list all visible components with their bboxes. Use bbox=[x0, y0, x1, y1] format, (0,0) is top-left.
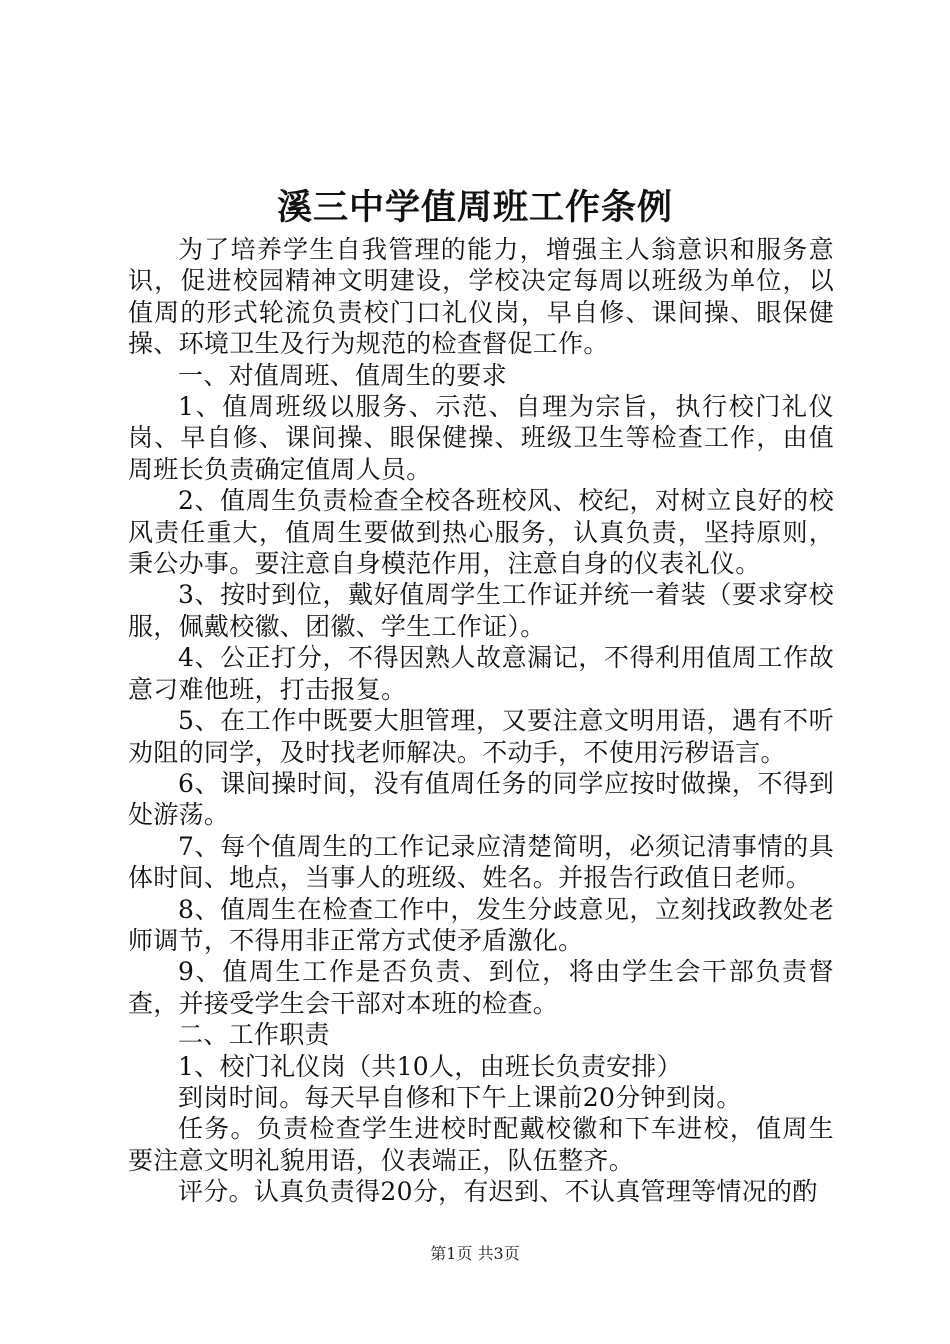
requirement-item-3: 3、按时到位，戴好值周学生工作证并统一着装（要求穿校服，佩戴校徽、团徽、学生工作证）。 bbox=[128, 580, 834, 641]
duty-item-1: 1、校门礼仪岗（共10人，由班长负责安排） bbox=[178, 1051, 683, 1081]
duty-scoring: 评分。认真负责得20分，有迟到、不认真管理等情况的酌 bbox=[178, 1177, 818, 1207]
document-body bbox=[128, 234, 834, 1208]
duty-arrival-time: 到岗时间。每天早自修和下午上课前20分钟到岗。 bbox=[178, 1082, 742, 1112]
requirement-item-8: 8、值周生在检查工作中，发生分歧意见，立刻找政教处老师调节，不得用非正常方式使矛盾激化。 bbox=[128, 894, 834, 955]
requirement-item-6: 6、课间操时间，没有值周任务的同学应按时做操，不得到处游荡。 bbox=[128, 768, 834, 830]
requirement-item-5: 5、在工作中既要大胆管理，又要注意文明用语，遇有不听劝阻的同学，及时找老师解决。不动手，不使用污秽语言。 bbox=[128, 706, 834, 767]
duty-task: 任务。负责检查学生进校时配戴校徽和下车进校，值周生要注意文明礼貌用语，仪表端正，队伍整齐。 bbox=[128, 1114, 834, 1175]
requirement-item-4: 4、公正打分，不得因熟人故意漏记，不得利用值周工作故意刁难他班，打击报复。 bbox=[128, 643, 834, 704]
document-title: 溪三中学值周班工作条例 bbox=[276, 187, 673, 228]
section-heading-requirements: 一、对值周班、值周生的要求 bbox=[178, 360, 507, 390]
requirement-item-2: 2、值周生负责检查全校各班校风、校纪，对树立良好的校风责任重大，值周生要做到热心服务，认真负责，坚持原则，秉公办事。要注意自身模范作用，注意自身的仪表礼仪。 bbox=[128, 486, 834, 579]
requirement-item-7: 7、每个值周生的工作记录应清楚简明，必须记清事情的具体时间、地点，当事人的班级、姓名。并报告行政值日老师。 bbox=[128, 831, 834, 893]
requirement-item-9: 9、值周生工作是否负责、到位，将由学生会干部负责督查，并接受学生会干部对本班的检查。 bbox=[128, 957, 834, 1018]
requirement-item-1: 1、值周班级以服务、示范、自理为宗旨，执行校门礼仪岗、早自修、课间操、眼保健操、班级卫生等检查工作，由值周班长负责确定值周人员。 bbox=[128, 392, 834, 484]
section-heading-duties: 二、工作职责 bbox=[178, 1020, 330, 1050]
page-footer: 第1页 共3页 bbox=[430, 1244, 520, 1263]
paragraph-intro: 为了培养学生自我管理的能力，增强主人翁意识和服务意识，促进校园精神文明建设，学校决定每周以班级为单位，以值周的形式轮流负责校门口礼仪岗，早自修、课间操、眼保健操、环境卫生及行为规范的检查督促工作。 bbox=[128, 235, 834, 359]
